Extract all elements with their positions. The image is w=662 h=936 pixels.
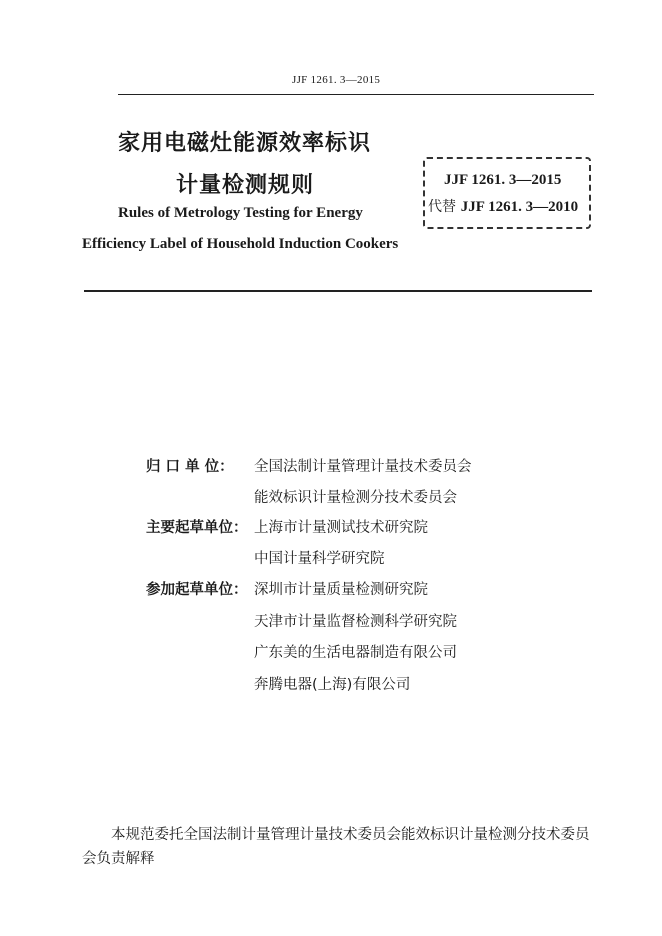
unit-label-participating-drafter: 参加起草单位：: [146, 582, 248, 598]
replace-code: JJF 1261. 3—2010: [460, 199, 579, 215]
title-en-line2: Efficiency Label of Household Induction Cookers: [82, 236, 399, 252]
title-divider: [84, 290, 592, 292]
unit-value: 天津市计量监督检测科学研究院: [254, 614, 457, 630]
unit-value: 深圳市计量质量检测研究院: [254, 582, 428, 598]
header-rule: [118, 94, 594, 95]
header-standard-code: JJF 1261. 3—2015: [292, 74, 381, 86]
unit-label-main-drafter: 主要起草单位：: [146, 520, 248, 536]
unit-value: 奔腾电器(上海)有限公司: [254, 677, 411, 693]
unit-value: 广东美的生活电器制造有限公司: [254, 645, 457, 661]
code-box-replace: [428, 196, 578, 216]
unit-label-responsible: 归 口 单 位：: [146, 459, 234, 475]
title-cn-line2: 计量检测规则: [176, 173, 315, 198]
code-box-code: JJF 1261. 3—2015: [444, 172, 562, 188]
unit-value: 全国法制计量管理计量技术委员会: [254, 459, 472, 475]
title-cn-line1: 家用电磁灶能源效率标识: [118, 131, 372, 156]
replace-label: 代替: [428, 199, 456, 215]
title-en-line1: Rules of Metrology Testing for Energy: [118, 205, 363, 221]
unit-value: 能效标识计量检测分技术委员会: [254, 490, 457, 506]
unit-value: 上海市计量测试技术研究院: [254, 520, 428, 536]
unit-value: 中国计量科学研究院: [254, 551, 385, 567]
code-box-frame: [423, 157, 591, 229]
interpretation-note: 本规范委托全国法制计量管理计量技术委员会能效标识计量检测分技术委员会负责解释: [82, 827, 590, 867]
